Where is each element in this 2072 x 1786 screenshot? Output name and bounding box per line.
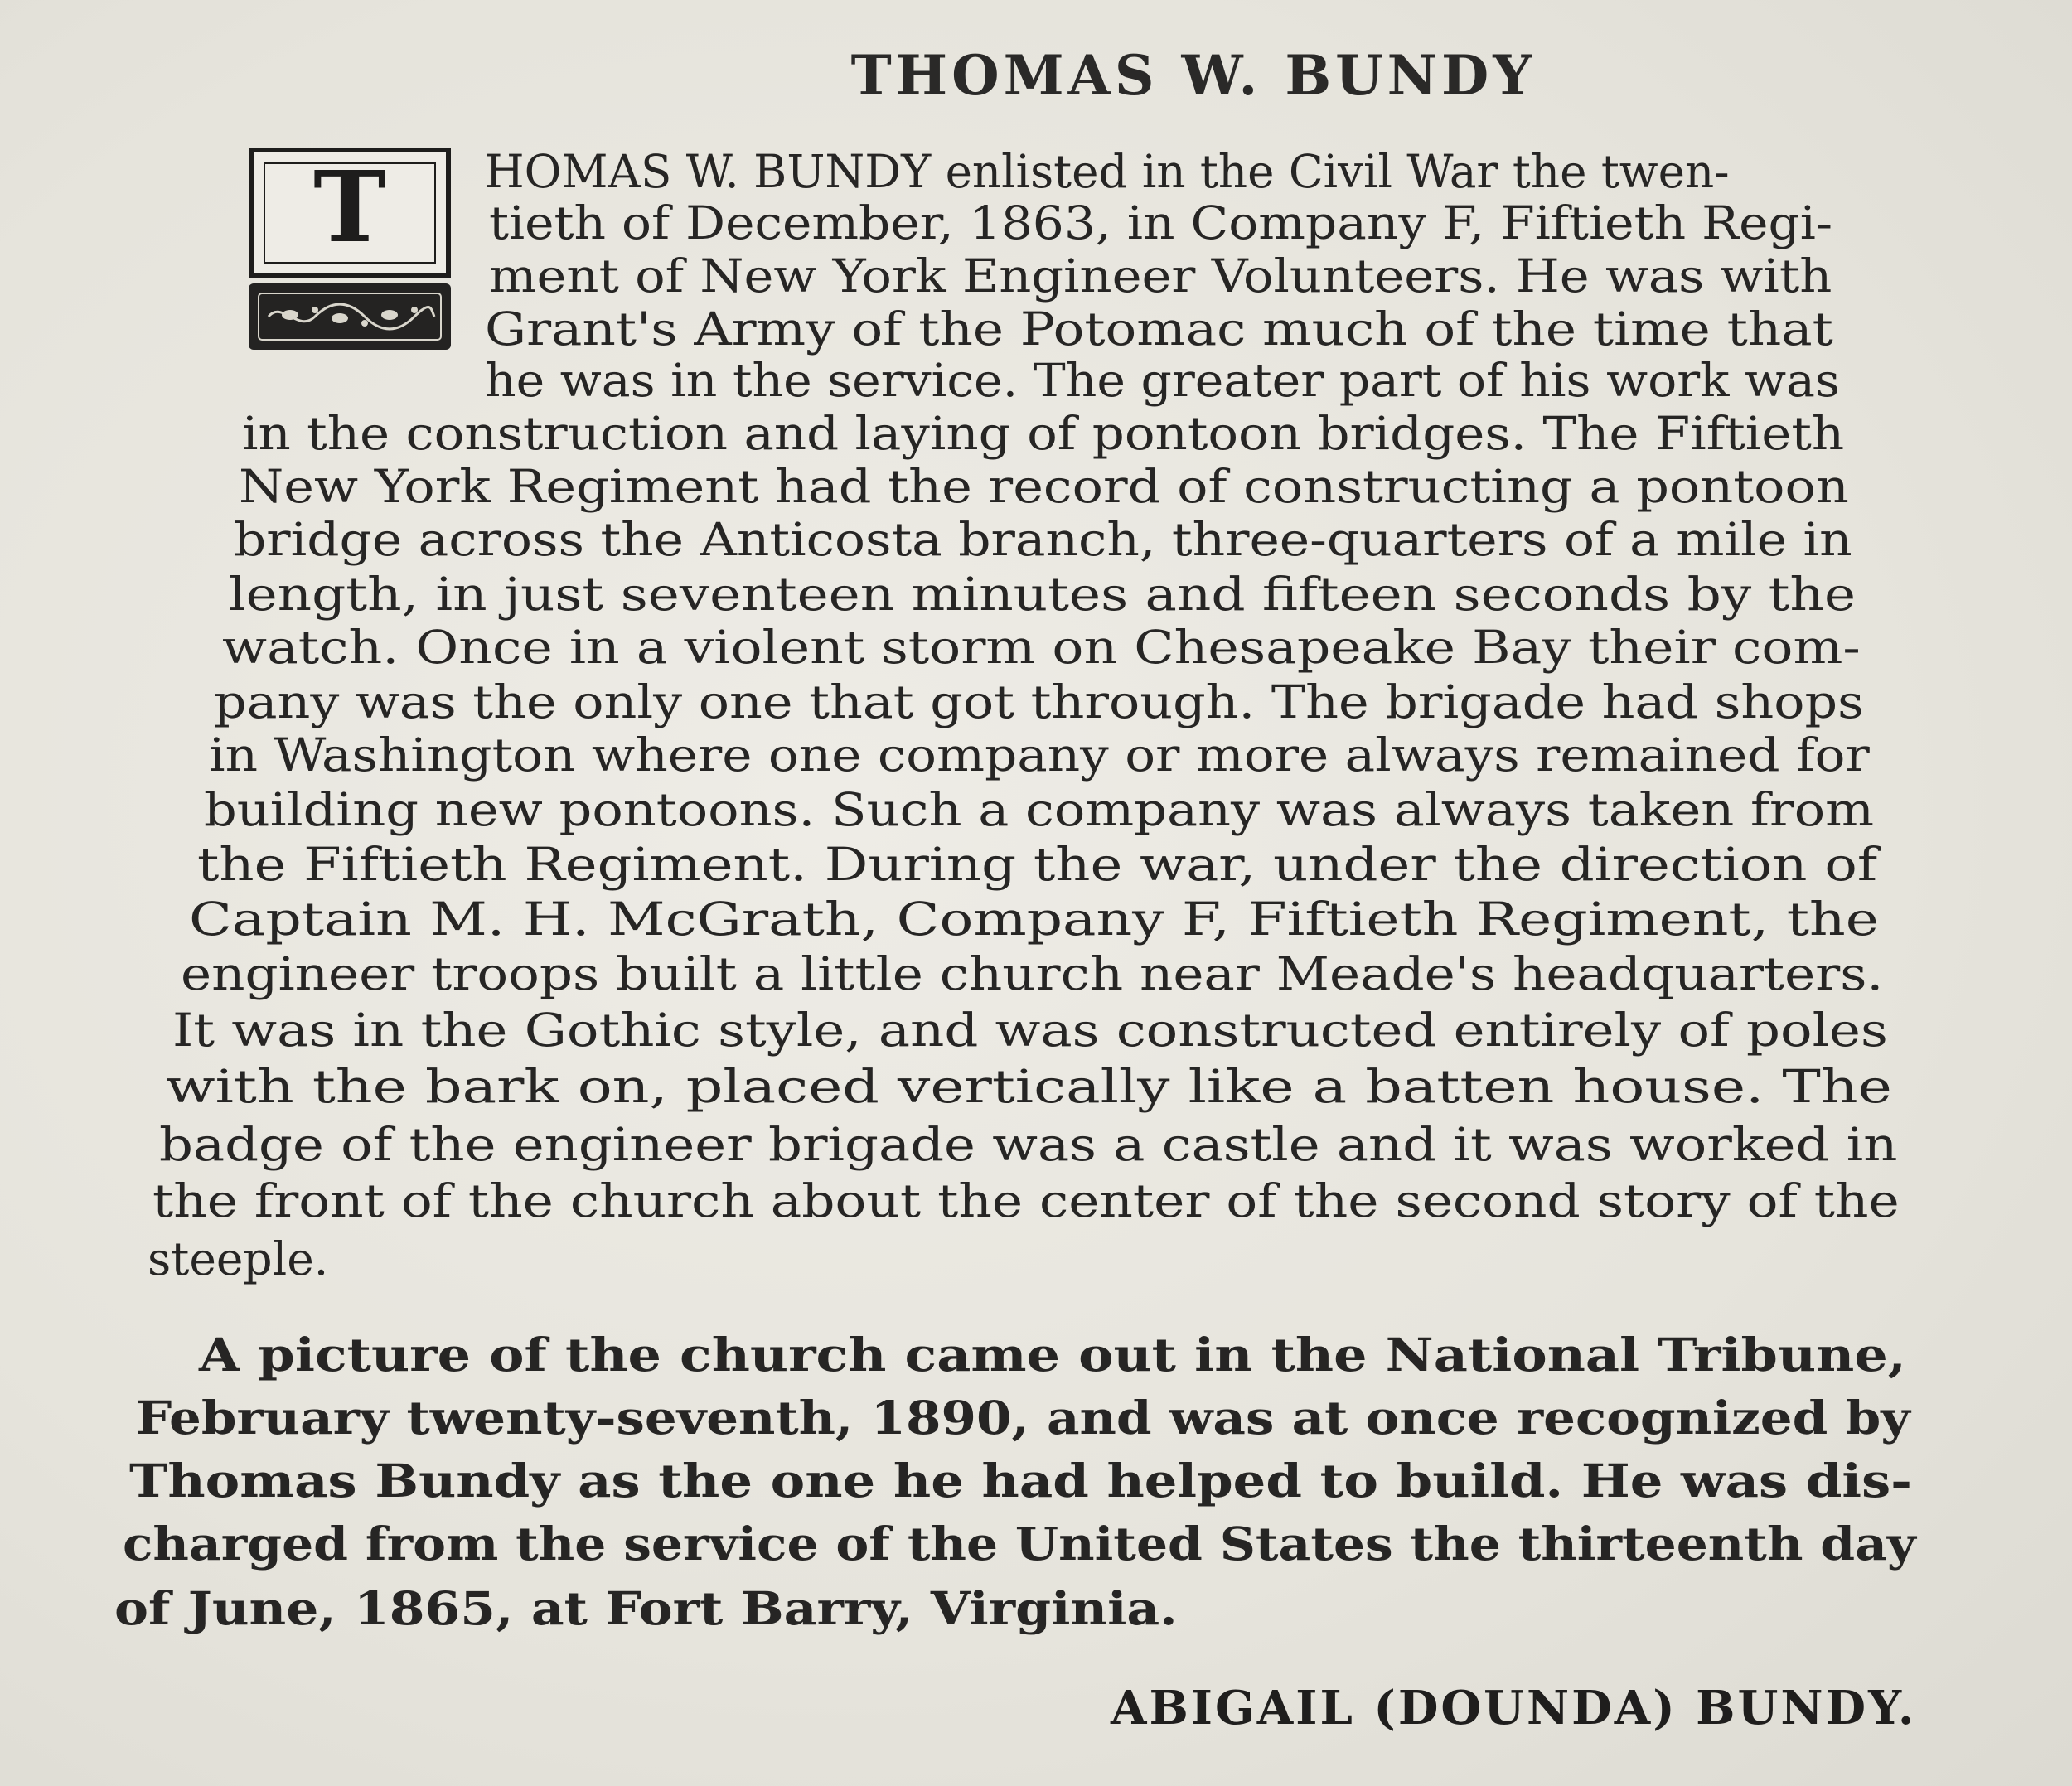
text-line: length, in just seventeen minutes and fifteen seconds by the	[229, 568, 1857, 621]
text-line: watch. Once in a violent storm on Chesapeake Bay their com-	[222, 621, 1861, 674]
text-line: tieth of December, 1863, in Company F, Fiftieth Regi-	[489, 196, 1833, 249]
text-line: in the construction and laying of pontoon bridges. The Fiftieth	[242, 407, 1845, 460]
drop-cap-ornament	[249, 148, 457, 351]
article-title-text: THOMAS W. BUNDY	[850, 43, 1537, 108]
floral-ornament-icon	[249, 283, 451, 350]
text-line: in Washington where one company or more always remained for	[209, 728, 1870, 782]
text-line: he was in the service. The greater part of his work was	[485, 354, 1840, 407]
text-line: badge of the engineer brigade was a castle and it was worked in	[159, 1118, 1898, 1171]
text-line: HOMAS W. BUNDY enlisted in the Civil War the twen-	[485, 145, 1730, 198]
text-line: Captain M. H. McGrath, Company F, Fiftieth Regiment, the	[189, 893, 1879, 946]
signature: ABIGAIL (DOUNDA) BUNDY.	[1111, 1681, 1917, 1735]
text-line: engineer troops built a little church near Meade's headquarters.	[181, 947, 1884, 1000]
text-line: It was in the Gothic style, and was constructed entirely of poles	[172, 1004, 1888, 1057]
drop-cap-letter: T	[313, 149, 386, 264]
text-line: charged from the service of the United States the thirteenth day	[123, 1517, 1916, 1571]
text-line: bridge across the Anticosta branch, three-quarters of a mile in	[234, 513, 1852, 566]
text-line: New York Regiment had the record of constructing a pontoon	[239, 460, 1849, 513]
text-line: Thomas Bundy as the one he had helped to build. He was dis-	[129, 1454, 1913, 1508]
text-line: A picture of the church came out in the National Tribune,	[199, 1328, 1906, 1382]
text-line: steeple.	[148, 1232, 329, 1285]
text-line: the Fiftieth Regiment. During the war, under the direction of	[197, 838, 1878, 891]
text-line: ment of New York Engineer Volunteers. He was with	[489, 249, 1832, 303]
text-line: building new pontoons. Such a company was always taken from	[204, 783, 1875, 836]
text-line: of June, 1865, at Fort Barry, Virginia.	[114, 1581, 1178, 1635]
text-line: the front of the church about the center of the second story of the	[152, 1174, 1900, 1227]
drop-cap-frame	[249, 148, 451, 278]
text-line: Grant's Army of the Potomac much of the time that	[485, 303, 1833, 356]
article-title	[0, 43, 2072, 108]
text-line: pany was the only one that got through. The brigade had shops	[214, 675, 1864, 728]
text-line: with the bark on, placed vertically like a batten house. The	[166, 1060, 1892, 1113]
text-line: February twenty-seventh, 1890, and was at once recognized by	[136, 1391, 1910, 1445]
